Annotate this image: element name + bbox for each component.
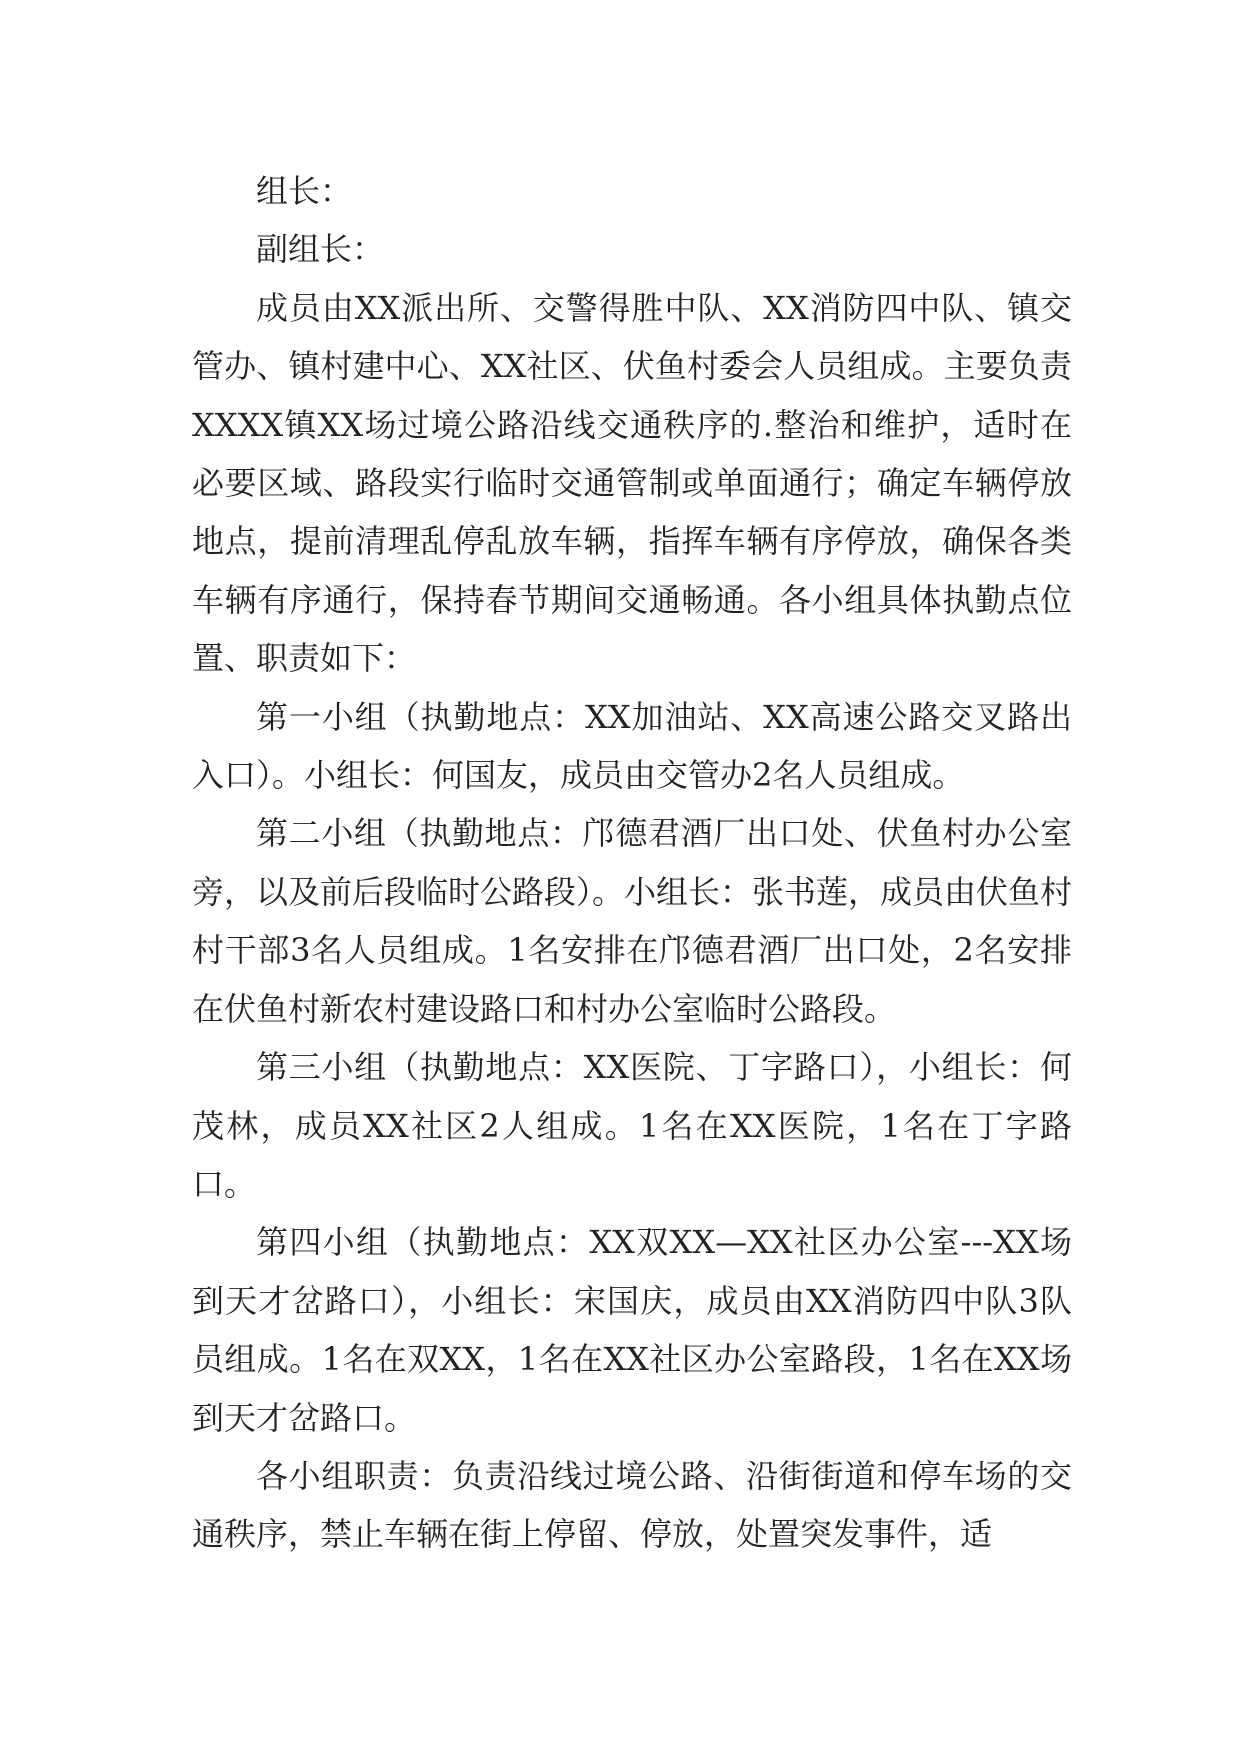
paragraph-group-2: 第二小组（执勤地点：邝德君酒厂出口处、伏鱼村办公室旁，以及前后段临时公路段）。小组长：张书莲，成员由伏鱼村村干部3名人员组成。1名安排在邝德君酒厂出口处，2名安排在伏鱼村新农村建设路口和村办公室临时公路段。 [192, 814, 1073, 1028]
paragraph-group-3: 第三小组（执勤地点：XX医院、丁字路口），小组长：何茂林，成员XX社区2人组成。1名在XX医院，1名在丁字路口。 [192, 1048, 1072, 1203]
paragraph-deputy-leader: 副组长： [256, 230, 385, 269]
document-body [192, 162, 1072, 1564]
paragraph-members: 成员由XX派出所、交警得胜中队、XX消防四中队、镇交管办、镇村建中心、XX社区、伏鱼村委会人员组成。主要负责XXXX镇XX场过境公路沿线交通秩序的.整治和维护，适时在必要区域、路段实行临时交通管制或单面通行；确定车辆停放地点，提前清理乱停乱放车辆，指挥车辆有序停放，确保各类车辆有序通行，保持春节期间交通畅通。各小组具体执勤点位置、职责如下： [192, 288, 1072, 678]
paragraph-group-4: 第四小组（执勤地点：XX双XX—XX社区办公室---XX场到天才岔路口），小组长：宋国庆，成员由XX消防四中队3队员组成。1名在双XX，1名在XX社区办公室路段，1名在XX场到天才岔路口。 [192, 1223, 1072, 1437]
paragraph-leader: 组长： [256, 172, 353, 210]
paragraph-group-duties: 各小组职责：负责沿线过境公路、沿街街道和停车场的交通秩序，禁止车辆在街上停留、停放，处置突发事件，适 [192, 1456, 1072, 1554]
paragraph-group-1: 第一小组（执勤地点：XX加油站、XX高速公路交叉路出入口）。小组长：何国友，成员由交管办2名人员组成。 [192, 697, 1072, 795]
